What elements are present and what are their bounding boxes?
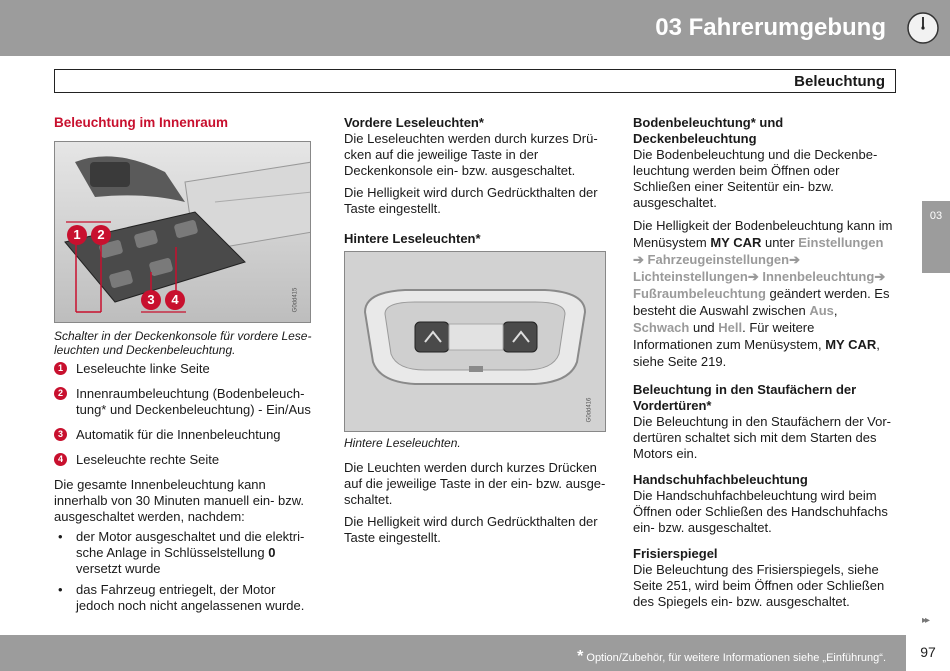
callout-1: 1	[67, 225, 87, 245]
floor-lighting-heading: Bodenbeleuchtung* und Deckenbeleuchtung	[633, 115, 784, 146]
front-paragraph-2: Die Helligkeit wird durch Gedrückthalten der Taste eingestellt.	[344, 185, 598, 216]
callout-2: 2	[91, 225, 111, 245]
menu-light-settings: Lichteinstellungen	[633, 269, 748, 284]
vanity-mirror-paragraph: Die Beleuchtung des Frisierspiegels, siehe Seite 251, wird beim Öffnen oder Schließen des Spiegels ein- bzw. ausgeschaltet.	[633, 562, 885, 609]
glovebox-lighting-heading: Handschuhfachbeleuchtung	[633, 472, 808, 487]
rear-lights-figure	[344, 251, 606, 432]
storage-paragraph: Die Beleuchtung in den Staufächern der Vordertüren schaltet sich mit dem Starten des Motors ein.	[633, 414, 892, 461]
legend-text: Leseleuchte linke Seite	[76, 361, 210, 376]
callout-3: 3	[141, 290, 161, 310]
arrow-right-icon: ➔	[874, 269, 886, 284]
callout-4: 4	[165, 290, 185, 310]
speedometer-icon	[906, 11, 940, 45]
glovebox-paragraph: Die Handschuhfachbeleuchtung wird beim Öffnen oder Schließen des Handschuhfachs ein- bzw. ausgeschaltet.	[633, 488, 888, 535]
legend-number: 1	[54, 362, 67, 375]
option-off: Aus	[809, 303, 834, 318]
legend-text: Automatik für die Innenbeleuchtung	[76, 427, 281, 442]
legend-item	[54, 452, 316, 468]
legend-item	[54, 361, 316, 377]
storage-lighting-heading: Beleuchtung in den Staufächern der Vordertüren*	[633, 382, 857, 413]
bullet-item: • der Motor ausgeschaltet und die elektrische Anlage in Schlüsselstellung 0 versetzt wurde	[54, 529, 316, 577]
section-title: Beleuchtung	[794, 73, 885, 90]
legend-number: 4	[54, 453, 67, 466]
arrow-right-icon: ➔	[747, 269, 759, 284]
arrow-right-icon: ➔	[633, 252, 644, 267]
header-bar	[0, 0, 950, 56]
front-paragraph-1: Die Leseleuchten werden durch kurzes Drücken auf die jeweilige Taste in der Deckenkonsole ein- bzw. ausgeschaltet.	[344, 131, 598, 178]
interior-lighting-heading: Beleuchtung im Innenraum	[54, 115, 229, 130]
chapter-title: 03 Fahrerumgebung	[655, 14, 886, 41]
rear-reading-lights-heading: Hintere Leseleuchten*	[344, 231, 481, 246]
figure-caption: Schalter in der Deckenkonsole für vordere Leseleuchten und Deckenbeleuchtung.	[54, 329, 312, 357]
figure-code: G0dd415	[292, 287, 299, 313]
left-column	[54, 115, 316, 619]
menu-vehicle-settings: Fahrzeugeinstellungen	[647, 252, 790, 267]
legend-number: 2	[54, 387, 67, 400]
floor-paragraph-1: Die Bodenbeleuchtung und die Deckenbeleuchtung werden beim Öffnen oder Schließen einer Seitentür ein- bzw. ausgeschaltet.	[633, 147, 878, 210]
rear-lights-illustration	[345, 252, 606, 432]
my-car-label: MY CAR	[710, 235, 762, 250]
rear-figure-caption: Hintere Leseleuchten.	[344, 436, 461, 450]
legend-item	[54, 427, 316, 443]
section-title-box	[54, 69, 896, 93]
option-weak: Schwach	[633, 320, 690, 335]
menu-settings: Einstellungen	[798, 235, 884, 250]
my-car-label: MY CAR	[825, 337, 877, 352]
bullet-list	[54, 529, 316, 614]
bullet-item: • das Fahrzeug entriegelt, der Motor jedoch noch nicht angelassenen wurde.	[54, 582, 316, 614]
intro-paragraph: Die gesamte Innenbeleuchtung kann innerhalb von 30 Minuten manuell ein- bzw. ausgeschaltet werden, nachdem:	[54, 477, 305, 524]
menu-footwell-lighting: Fußraumbeleuchtung	[633, 286, 766, 301]
option-bright: Hell	[718, 320, 743, 335]
double-chevron-right-icon[interactable]: ▸▸	[922, 615, 929, 626]
footer-bar	[0, 635, 906, 671]
menu-interior-lighting: Innenbeleuchtung	[762, 269, 875, 284]
floor-paragraph-2: Die Helligkeit der Bodenbeleuchtung kann im Menüsystem MY CAR unter Einstellungen ➔ Fahrzeugeinstellungen➔ Lichteinstellungen➔ Innenbeleuchtung➔ Fußraumbeleuchtung geändert werden. Es besteht die Auswahl zwischen Aus, Schwach und Hell. Für weitere Informationen zum Menüsystem, MY CAR, siehe Seite 219.	[633, 218, 893, 369]
chapter-tab[interactable]: 03	[922, 201, 950, 273]
middle-column	[344, 115, 606, 552]
legend-number: 3	[54, 428, 67, 441]
vanity-mirror-heading: Frisierspiegel	[633, 546, 718, 561]
legend-text: Innenraumbeleuchtung (Bodenbeleuchtung* und Deckenbeleuchtung) - Ein/Aus	[76, 386, 311, 417]
figure-code: G0dd416	[586, 397, 593, 423]
overhead-console-figure	[54, 141, 311, 323]
footer-note: * Option/Zubehör, für weitere Informationen siehe „Einführung“.	[577, 648, 886, 665]
right-column	[633, 115, 897, 616]
legend-item	[54, 386, 316, 418]
arrow-right-icon: ➔	[789, 252, 801, 267]
front-reading-lights-heading: Vordere Leseleuchten*	[344, 115, 484, 130]
legend-text: Leseleuchte rechte Seite	[76, 452, 220, 467]
page-number: 97	[920, 644, 936, 660]
legend-list	[54, 361, 316, 468]
rear-paragraph-1: Die Leuchten werden durch kurzes Drücken auf die jeweilige Taste in der ein- bzw. ausgeschaltet.	[344, 460, 606, 507]
rear-paragraph-2: Die Helligkeit wird durch Gedrückthalten der Taste eingestellt.	[344, 514, 598, 545]
